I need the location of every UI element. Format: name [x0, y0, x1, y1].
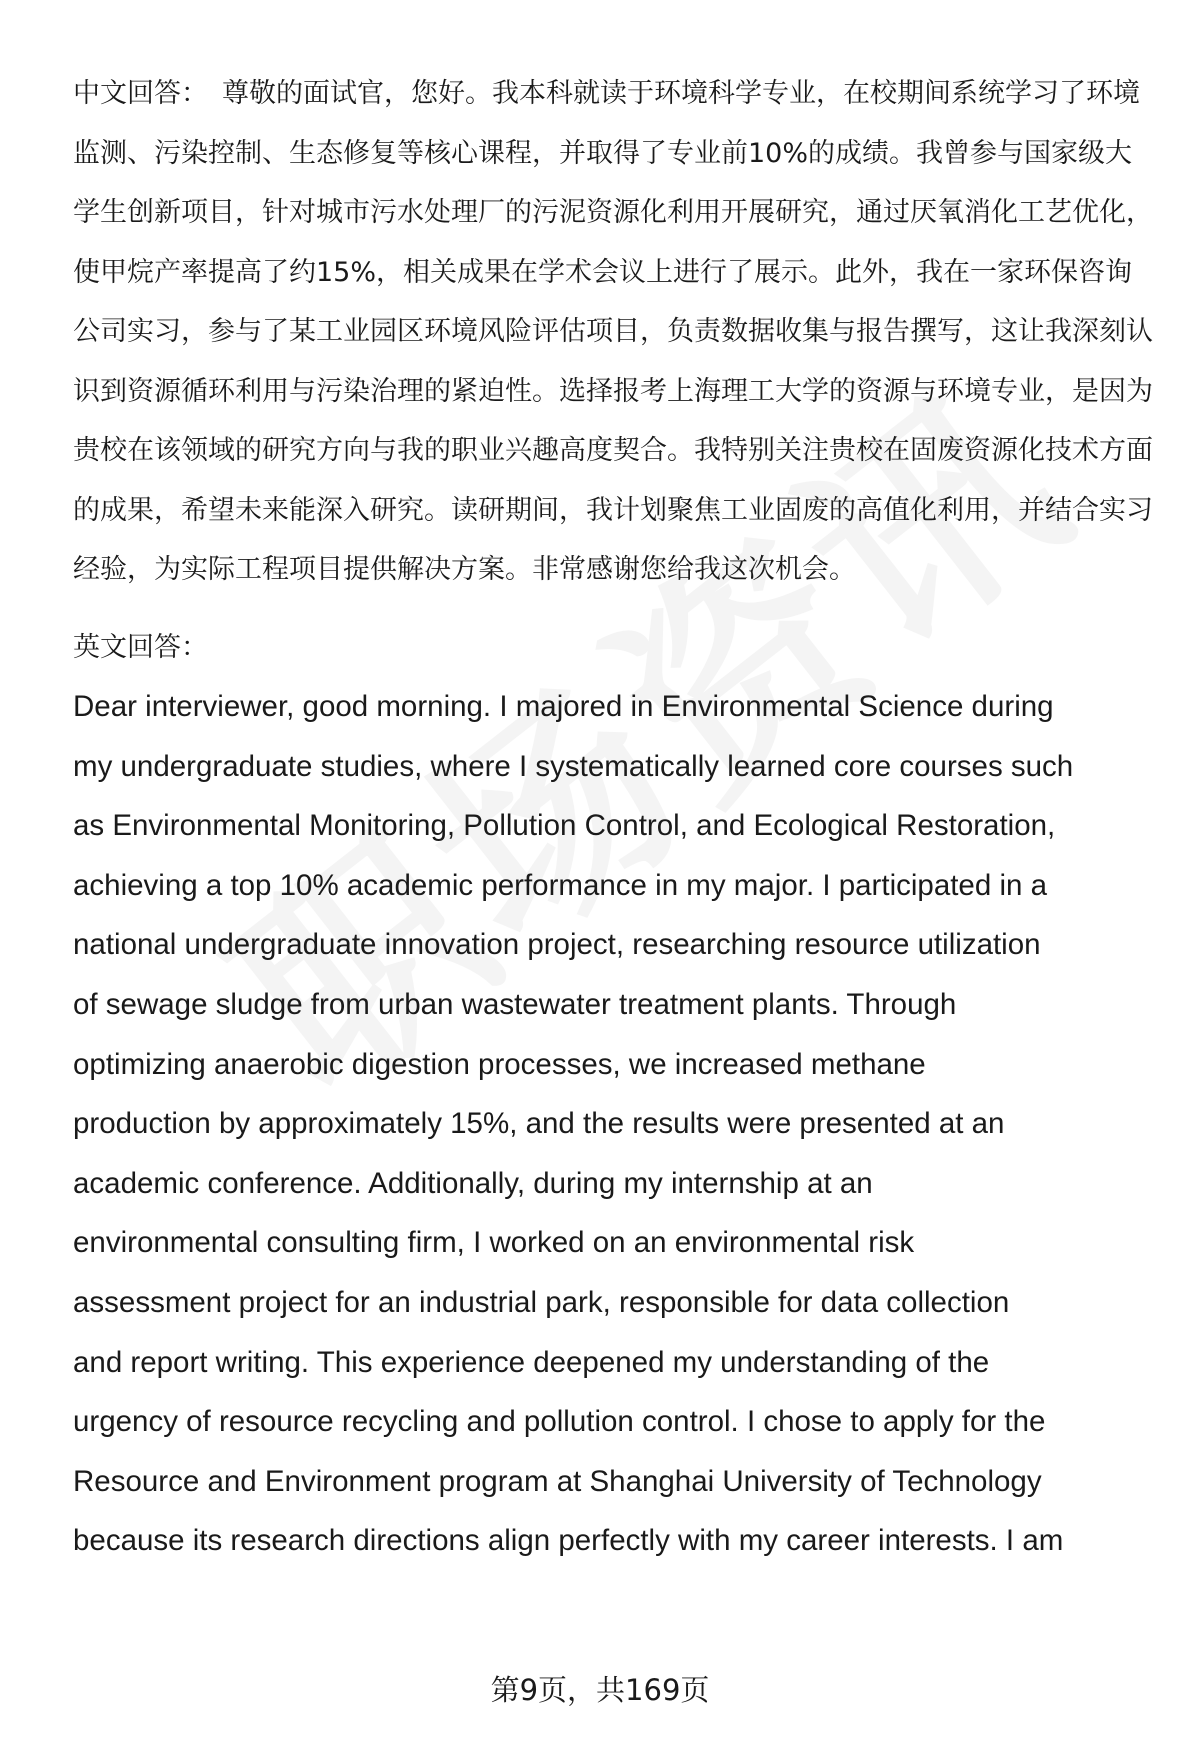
page-number: 第9页，共169页: [490, 1673, 710, 1707]
english-answer-line: of sewage sludge from urban wastewater treatment plants. Through: [73, 987, 957, 1021]
page-footer: [0, 1668, 1200, 1709]
english-answer-line: because its research directions align perfectly with my career interests. I am: [73, 1524, 1064, 1558]
english-answer-line: assessment project for an industrial park, responsible for data collection: [73, 1285, 1010, 1319]
chinese-answer-label: 中文回答：: [73, 78, 208, 109]
english-answer-line: as Environmental Monitoring, Pollution Control, and Ecological Restoration,: [73, 809, 1056, 843]
english-answer-line: Dear interviewer, good morning. I majored in Environmental Science during: [73, 690, 1054, 723]
english-answer-line: and report writing. This experience deepened my understanding of the: [73, 1345, 990, 1379]
chinese-answer-paragraph: [73, 64, 1153, 600]
english-answer-line: production by approximately 15%, and the results were presented at an: [73, 1107, 1005, 1141]
english-answer-line: national undergraduate innovation project, researching resource utilization: [73, 928, 1041, 962]
english-answer-line: achieving a top 10% academic performance in my major. I participated in a: [73, 868, 1048, 902]
english-answer-line: Resource and Environment program at Shanghai University of Technology: [73, 1464, 1042, 1498]
english-answer-line: optimizing anaerobic digestion processes, we increased methane: [73, 1047, 926, 1081]
english-answer-line: academic conference. Additionally, during my internship at an: [73, 1166, 873, 1200]
english-answer-line: environmental consulting firm, I worked on an environmental risk: [73, 1226, 915, 1260]
english-answer-line: urgency of resource recycling and pollution control. I chose to apply for the: [73, 1405, 1046, 1439]
english-answer-line: my undergraduate studies, where I systematically learned core courses such: [73, 749, 1074, 783]
english-answer-label: 英文回答：: [73, 631, 208, 663]
chinese-answer-text: 尊敬的面试官，您好。我本科就读于环境科学专业，在校期间系统学习了环境监测、污染控制、生态修复等核心课程，并取得了专业前10%的成绩。我曾参与国家级大学生创新项目，针对城市污水处理厂的污泥资源化利用开展研究，通过厌氧消化工艺优化，使甲烷产率提高了约15%，相关成果在学术会议上进行了展示。此外，我在一家环保咨询公司实习，参与了某工业园区环境风险评估项目，负责数据收集与报告撰写，这让我深刻认识到资源循环利用与污染治理的紧迫性。选择报考上海理工大学的资源与环境专业，是因为贵校在该领域的研究方向与我的职业兴趣高度契合。我特别关注贵校在固废资源化技术方面的成果，希望未来能深入研究。读研期间，我计划聚焦工业固废的高值化利用，并结合实习经验，为实际工程项目提供解决方案。非常感谢您给我这次机会。: [73, 78, 1153, 585]
document-body: [73, 64, 1153, 1571]
english-answer-paragraph: [73, 677, 1153, 1571]
